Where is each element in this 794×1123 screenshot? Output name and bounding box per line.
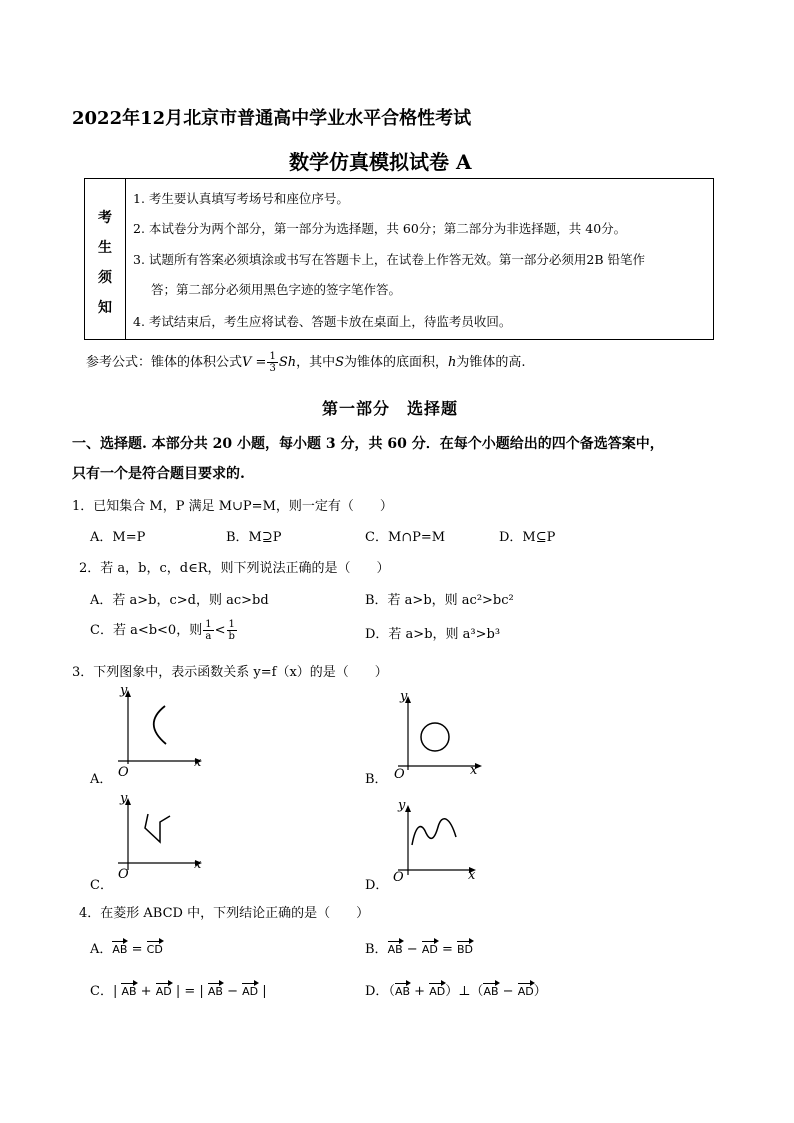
q2-option-c: C．若 a<b<0，则 $\frac{1}{a}$ < $\frac{1}{b}$ <box>90 619 235 642</box>
q2-option-d: D．若 a>b，则 a³>b³ <box>365 627 501 642</box>
question-1-stem: 1．已知集合 M，P 满足 M∪P=M，则一定有（ ） <box>72 499 393 514</box>
q4-option-c: C．| AB + AD | = | AB − AD | <box>90 984 267 999</box>
origin-label: O <box>118 765 129 780</box>
exam-subtitle: 数学仿真模拟试卷 A <box>289 150 472 174</box>
q3-graph-c <box>110 792 210 887</box>
notice-label-char: 知 <box>98 300 112 316</box>
notice-label-char: 考 <box>98 210 112 226</box>
notice-label-char: 生 <box>98 240 112 256</box>
instructions-line: 一、选择题. 本部分共 20 小题，每小题 3 分，共 60 分．在每个小题给出的四个备选答案中， <box>72 436 664 452</box>
notice-item: 2. 本试卷分为两个部分，第一部分为选择题，共 60分；第二部分为非选择题，共 40分。 <box>133 221 627 236</box>
q3-label-a: A． <box>90 772 113 787</box>
q3-graph-b <box>390 689 490 787</box>
fraction: $\frac{1}{3}$ <box>269 351 276 374</box>
notice-item: 4. 考试结束后，考生应将试卷、答题卡放在桌面上，待监考员收回。 <box>133 314 512 329</box>
question-2-stem: 2．若 a，b，c，d∈R，则下列说法正确的是（ ） <box>79 561 390 576</box>
notice-item: 3. 试题所有答案必须填涂或书写在答题卡上，在试卷上作答无效。第一部分必须用2B 铅笔作 <box>133 252 646 267</box>
q1-option-a: A．M=P <box>90 530 146 545</box>
q2-option-a: A．若 a>b，c>d，则 ac>bd <box>90 593 269 608</box>
notice-item: 1. 考生要认真填写考场号和座位序号。 <box>133 191 349 206</box>
q1-option-d: D．M⊆P <box>499 530 556 545</box>
q1-option-c: C．M∩P=M <box>365 530 446 545</box>
fraction: $\frac{1}{b}$ <box>228 619 235 642</box>
notice-label <box>85 179 126 339</box>
q2-option-b: B．若 a>b，则 ac²>bc² <box>365 593 514 608</box>
q4-option-b: B．AB − AD = BD <box>365 942 474 957</box>
axis-y-label: y <box>400 689 408 704</box>
q3-graph-a <box>110 683 210 781</box>
notice-box <box>84 178 714 340</box>
origin-label: O <box>118 867 129 882</box>
axis-x-label: x <box>194 755 202 770</box>
axis-x-label: x <box>470 763 478 778</box>
q4-option-a: A．AB = CD <box>90 942 163 957</box>
notice-item: 答；第二部分必须用黑色字迹的签字笔作答。 <box>151 282 402 297</box>
exam-title: 2022年12月北京市普通高中学业水平合格性考试 <box>72 108 472 129</box>
notice-label-char: 须 <box>98 270 112 286</box>
axis-y-label: y <box>120 791 128 806</box>
section-title: 第一部分 选择题 <box>322 399 459 418</box>
q3-label-c: C． <box>90 878 113 893</box>
q3-graph-d <box>390 797 490 892</box>
axis-y-label: y <box>120 683 128 698</box>
q4-option-d: D．（AB + AD）⊥（AB − AD） <box>365 984 547 999</box>
q1-option-b: B．M⊇P <box>226 530 282 545</box>
reference-formula: 参考公式：锥体的体积公式V = $\frac{1}{3}$ Sh，其中S为锥体的底面积，h为锥体的高. <box>86 351 526 374</box>
question-4-stem: 4．在菱形 ABCD 中，下列结论正确的是（ ） <box>79 906 370 921</box>
q3-label-b: B． <box>365 772 388 787</box>
axis-x-label: x <box>468 868 476 883</box>
origin-label: O <box>394 767 405 782</box>
origin-label: O <box>393 870 404 885</box>
axis-x-label: x <box>194 857 202 872</box>
axis-y-label: y <box>398 798 406 813</box>
instructions-line: 只有一个是符合题目要求的. <box>72 466 245 482</box>
q3-label-d: D． <box>365 878 389 893</box>
fraction: $\frac{1}{a}$ <box>205 619 212 642</box>
question-3-stem: 3．下列图象中，表示函数关系 y=f（x）的是（ ） <box>72 665 388 680</box>
